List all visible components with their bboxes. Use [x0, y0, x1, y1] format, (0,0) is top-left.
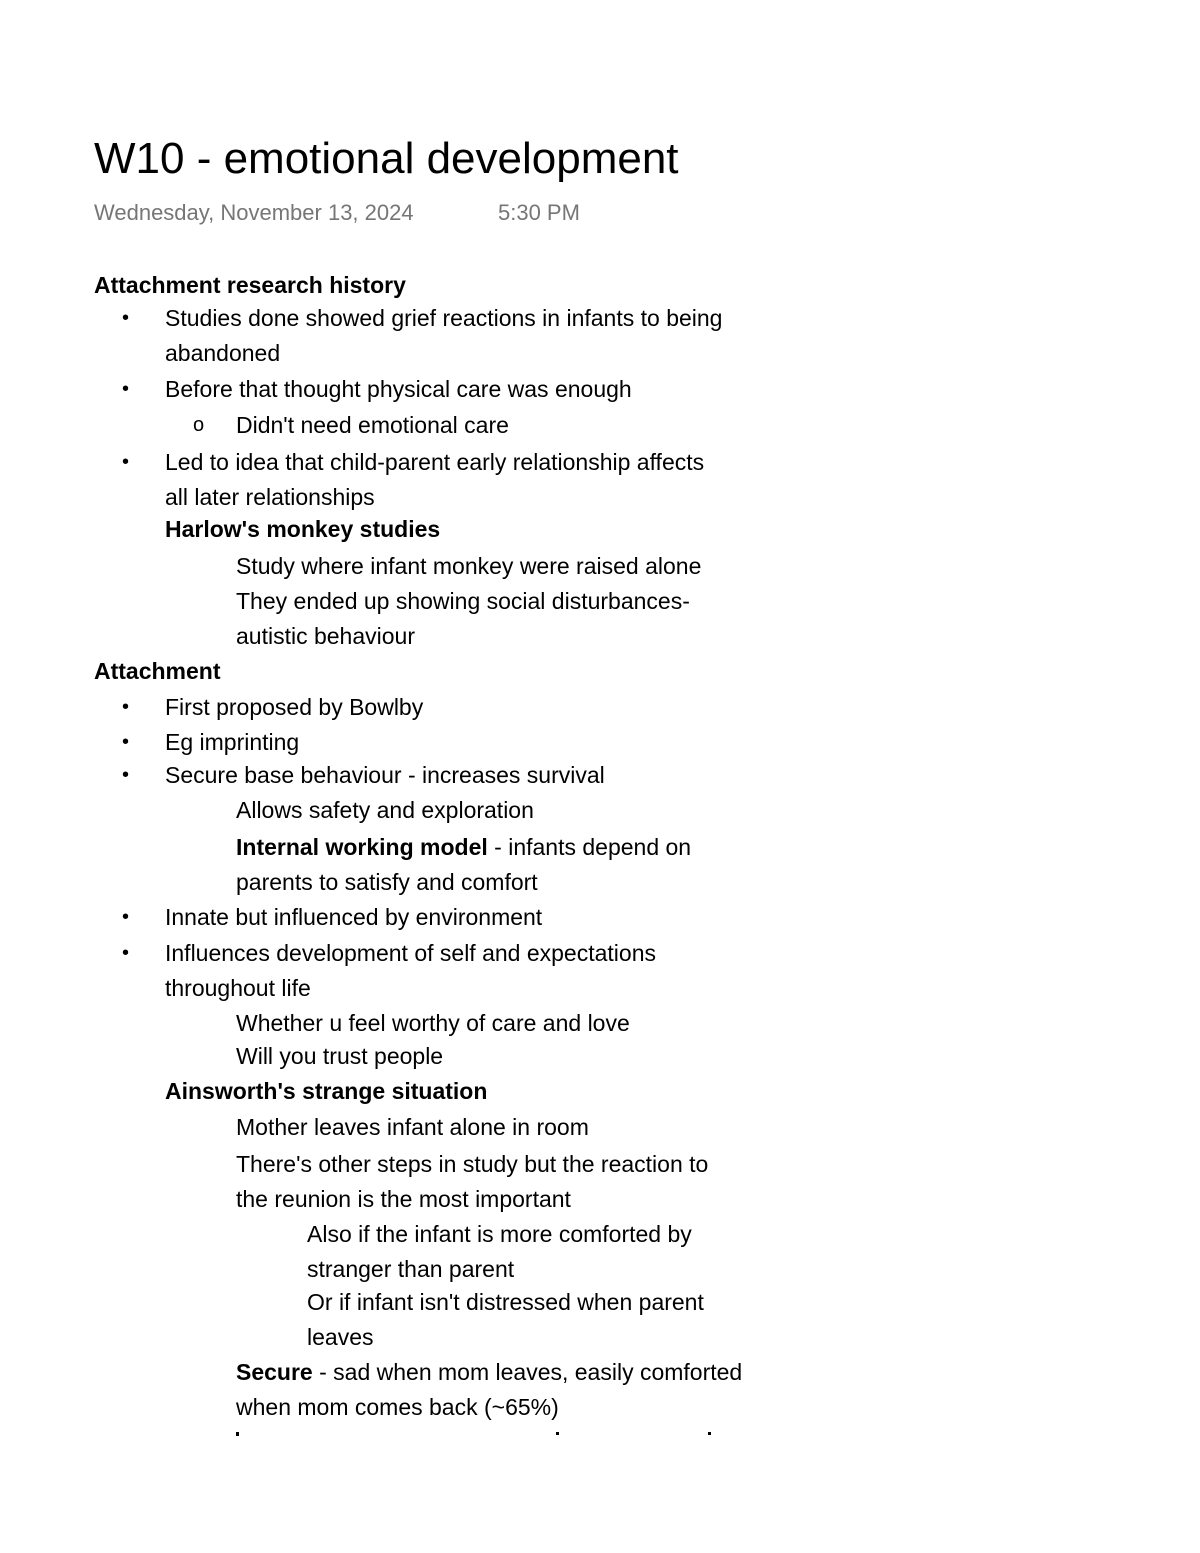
list-item: Studies done showed grief reactions in infants to being [165, 305, 723, 331]
bullet-icon: • [122, 307, 130, 329]
term-secure: Secure [236, 1359, 313, 1385]
note-line-continuation: stranger than parent [307, 1256, 515, 1282]
bullet-icon: • [122, 764, 130, 786]
clipped-text-fragment [236, 1432, 756, 1438]
note-line: They ended up showing social disturbances- [236, 588, 690, 614]
note-line: Mother leaves infant alone in room [236, 1114, 589, 1140]
list-item-continuation: all later relationships [165, 484, 375, 510]
section-heading-attachment: Attachment [94, 658, 221, 684]
list-item: Eg imprinting [165, 729, 300, 755]
note-line-continuation: parents to satisfy and comfort [236, 869, 538, 895]
note-line: Study where infant monkey were raised alone [236, 553, 702, 579]
page-date: Wednesday, November 13, 2024 [94, 200, 414, 225]
list-item: Before that thought physical care was enough [165, 376, 632, 402]
note-line: There's other steps in study but the reaction to [236, 1151, 709, 1177]
subheading-harlow: Harlow's monkey studies [165, 516, 441, 542]
bullet-icon: • [122, 451, 130, 473]
list-item: Secure base behaviour - increases survival [165, 762, 605, 788]
list-item: Led to idea that child-parent early relationship affects [165, 449, 705, 475]
note-line-continuation: autistic behaviour [236, 623, 415, 649]
subheading-ainsworth: Ainsworth's strange situation [165, 1078, 488, 1104]
list-item: Influences development of self and expectations [165, 940, 656, 966]
term-definition: - infants depend on [487, 834, 692, 860]
list-subitem: Didn't need emotional care [236, 412, 509, 438]
bullet-icon: • [122, 731, 130, 753]
bullet-icon: • [122, 378, 130, 400]
sub-bullet-icon: o [193, 414, 205, 436]
list-item-continuation: throughout life [165, 975, 311, 1001]
note-line: Also if the infant is more comforted by [307, 1221, 692, 1247]
bullet-icon: • [122, 906, 130, 928]
note-line: Will you trust people [236, 1043, 444, 1069]
page-title: W10 - emotional development [94, 134, 679, 183]
note-line: Or if infant isn't distressed when parent [307, 1289, 704, 1315]
list-item: First proposed by Bowlby [165, 694, 424, 720]
note-line [236, 832, 691, 862]
note-line [236, 1357, 742, 1387]
note-line: Whether u feel worthy of care and love [236, 1010, 630, 1036]
note-line: Allows safety and exploration [236, 797, 534, 823]
section-heading-attachment-history: Attachment research history [94, 272, 406, 298]
bullet-icon: • [122, 942, 130, 964]
note-line-continuation: when mom comes back (~65%) [236, 1394, 559, 1420]
page-time: 5:30 PM [498, 200, 580, 225]
page-cutoff [0, 1432, 1200, 1553]
note-line-continuation: leaves [307, 1324, 374, 1350]
list-item-continuation: abandoned [165, 340, 281, 366]
term-internal-working-model: Internal working model [236, 834, 488, 860]
term-definition: - sad when mom leaves, easily comforted [312, 1359, 743, 1385]
bullet-icon: • [122, 696, 130, 718]
list-item: Innate but influenced by environment [165, 904, 543, 930]
note-line-continuation: the reunion is the most important [236, 1186, 571, 1212]
